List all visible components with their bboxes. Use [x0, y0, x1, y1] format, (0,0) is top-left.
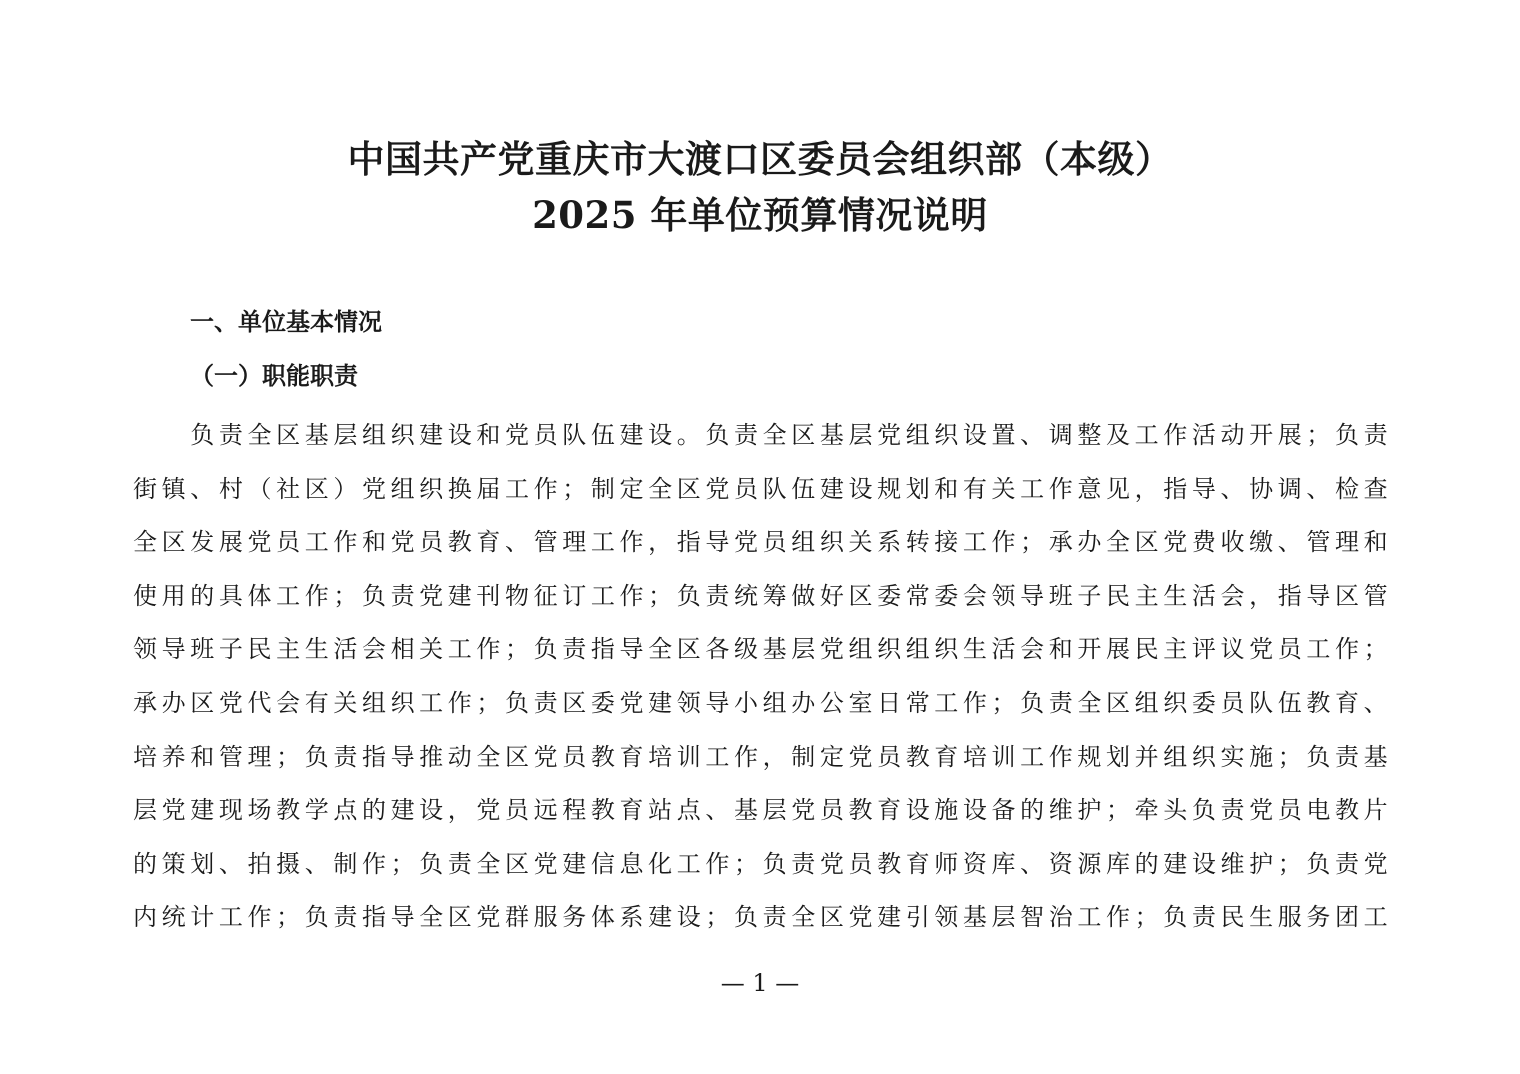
body-line: 全区发展党员工作和党员教育、管理工作，指导党员组织关系转接工作；承办全区党费收缴、管理和 [133, 528, 1389, 557]
page-number: — 1 — [720, 969, 800, 997]
body-paragraph [133, 409, 1389, 945]
section-heading: 一、单位基本情况 [190, 308, 382, 336]
body-line: 培养和管理；负责指导推动全区党员教育培训工作，制定党员教育培训工作规划并组织实施；负责基 [133, 742, 1389, 771]
body-line: 街镇、村（社区）党组织换届工作；制定全区党员队伍建设规划和有关工作意见，指导、协调、检查 [133, 474, 1389, 503]
body-line: 领导班子民主生活会相关工作；负责指导全区各级基层党组织组织生活会和开展民主评议党员工作； [133, 635, 1389, 664]
body-line: 的策划、拍摄、制作；负责全区党建信息化工作；负责党员教育师资库、资源库的建设维护；负责党 [133, 849, 1389, 878]
body-line: 使用的具体工作；负责党建刊物征订工作；负责统筹做好区委常委会领导班子民主生活会，指导区管 [133, 581, 1389, 610]
body-line: 内统计工作；负责指导全区党群服务体系建设；负责全区党建引领基层智治工作；负责民生服务团工 [133, 903, 1389, 932]
subsection-heading: （一）职能职责 [190, 362, 358, 390]
document-title-line-1: 中国共产党重庆市大渡口区委员会组织部（本级） [347, 137, 1173, 181]
body-line: 承办区党代会有关组织工作；负责区委党建领导小组办公室日常工作；负责全区组织委员队伍教育、 [133, 688, 1389, 717]
body-line: 层党建现场教学点的建设，党员远程教育站点、基层党员教育设施设备的维护；牵头负责党员电教片 [133, 796, 1389, 825]
document-title-line-2: 2025 年单位预算情况说明 [532, 193, 988, 237]
body-line: 负责全区基层组织建设和党员队伍建设。负责全区基层党组织设置、调整及工作活动开展；负责 [133, 421, 1389, 449]
